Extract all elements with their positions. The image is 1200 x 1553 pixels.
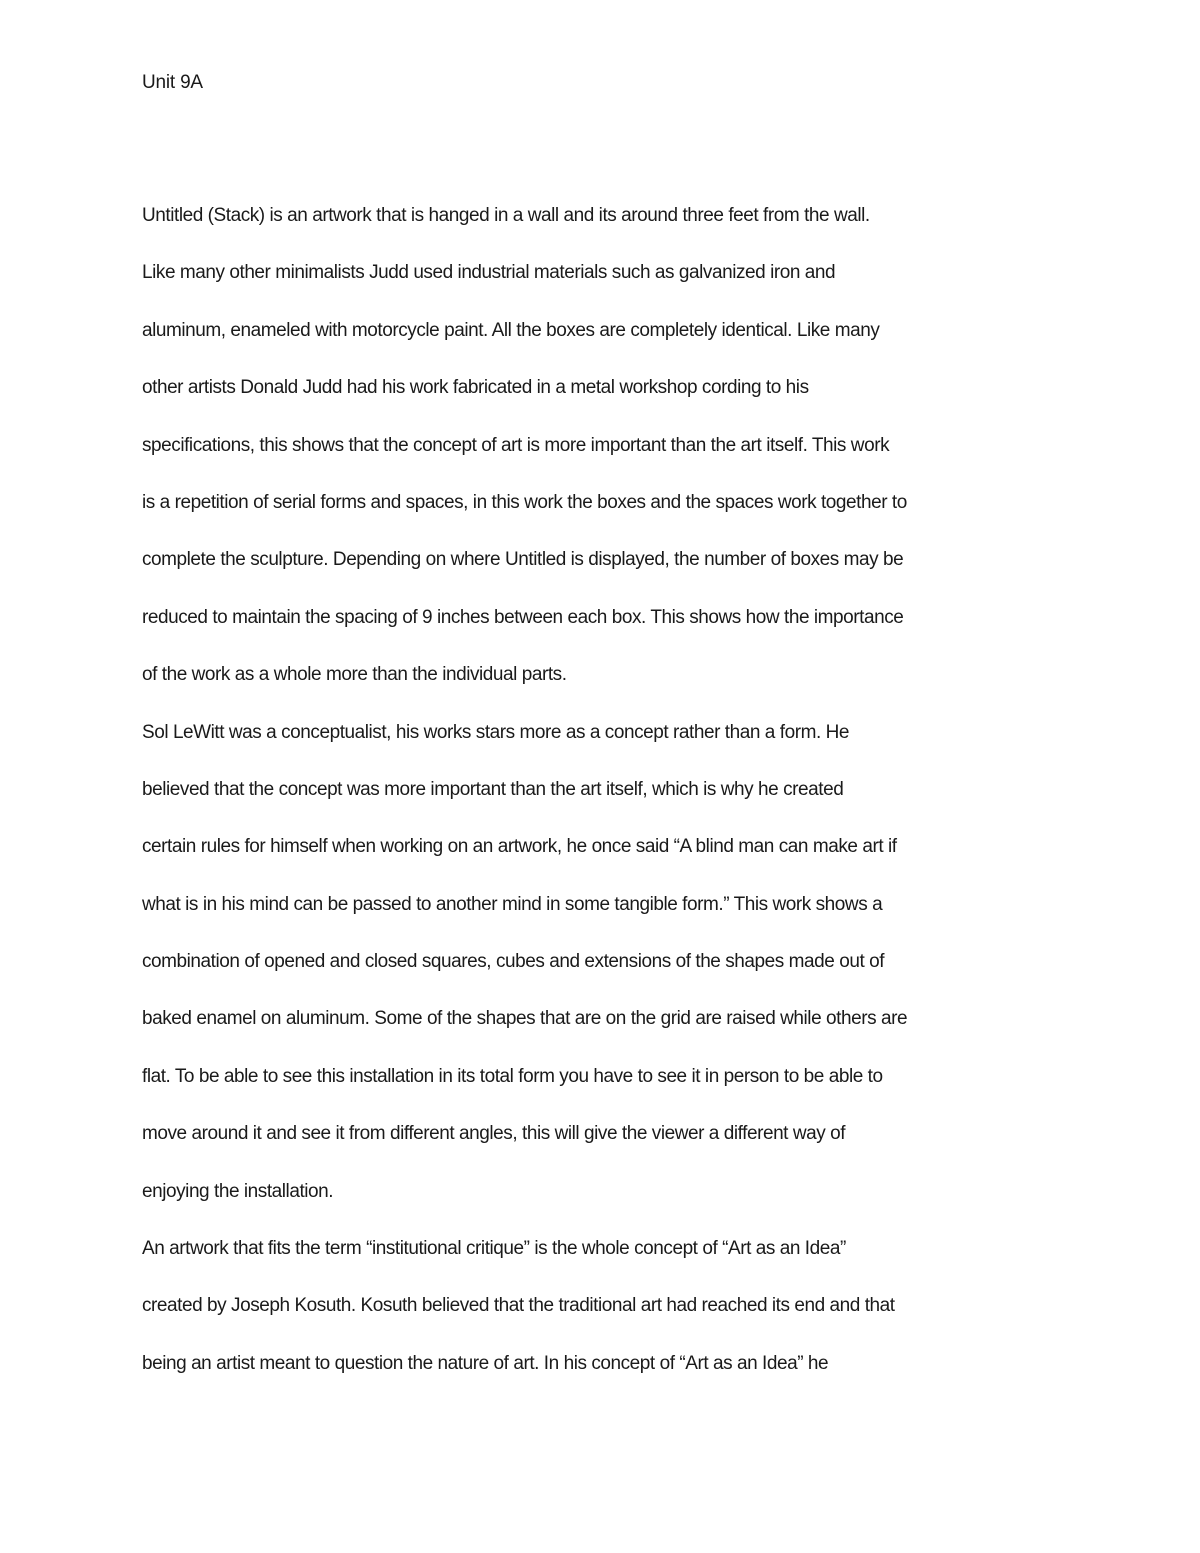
text-line: Like many other minimalists Judd used industrial materials such as galvanized iron and	[142, 262, 836, 284]
text-line: specifications, this shows that the concept of art is more important than the art itself. This work	[142, 434, 890, 456]
text-line: baked enamel on aluminum. Some of the shapes that are on the grid are raised while others are	[142, 1008, 908, 1030]
document-header: Unit 9A	[142, 72, 203, 93]
text-line: being an artist meant to question the nature of art. In his concept of “Art as an Idea” he	[142, 1352, 829, 1374]
text-line: other artists Donald Judd had his work fabricated in a metal workshop cording to his	[142, 377, 809, 399]
text-line: An artwork that fits the term “institutional critique” is the whole concept of “Art as an Idea”	[142, 1238, 846, 1260]
text-line: Untitled (Stack) is an artwork that is hanged in a wall and its around three feet from the wall.	[142, 205, 870, 226]
text-line: certain rules for himself when working on an artwork, he once said “A blind man can make art if	[142, 836, 897, 858]
text-line: is a repetition of serial forms and spaces, in this work the boxes and the spaces work together to	[142, 491, 907, 513]
text-line: believed that the concept was more important than the art itself, which is why he created	[142, 778, 844, 800]
text-line: combination of opened and closed squares, cubes and extensions of the shapes made out of	[142, 951, 885, 973]
text-line: aluminum, enameled with motorcycle paint. All the boxes are completely identical. Like many	[142, 319, 880, 341]
text-line: reduced to maintain the spacing of 9 inches between each box. This shows how the importance	[142, 606, 904, 628]
text-line: of the work as a whole more than the individual parts.	[142, 664, 567, 686]
text-line: what is in his mind can be passed to another mind in some tangible form.” This work shows a	[142, 893, 883, 915]
text-line: complete the sculpture. Depending on where Untitled is displayed, the number of boxes may be	[142, 549, 904, 571]
text-line: flat. To be able to see this installation in its total form you have to see it in person to be able to	[142, 1065, 883, 1087]
text-line: Sol LeWitt was a conceptualist, his works stars more as a concept rather than a form. He	[142, 721, 849, 743]
text-line: move around it and see it from different angles, this will give the viewer a different way of	[142, 1123, 846, 1145]
document-body	[142, 196, 1082, 1401]
text-line: created by Joseph Kosuth. Kosuth believed that the traditional art had reached its end and that	[142, 1295, 895, 1317]
text-line: enjoying the installation.	[142, 1180, 334, 1202]
